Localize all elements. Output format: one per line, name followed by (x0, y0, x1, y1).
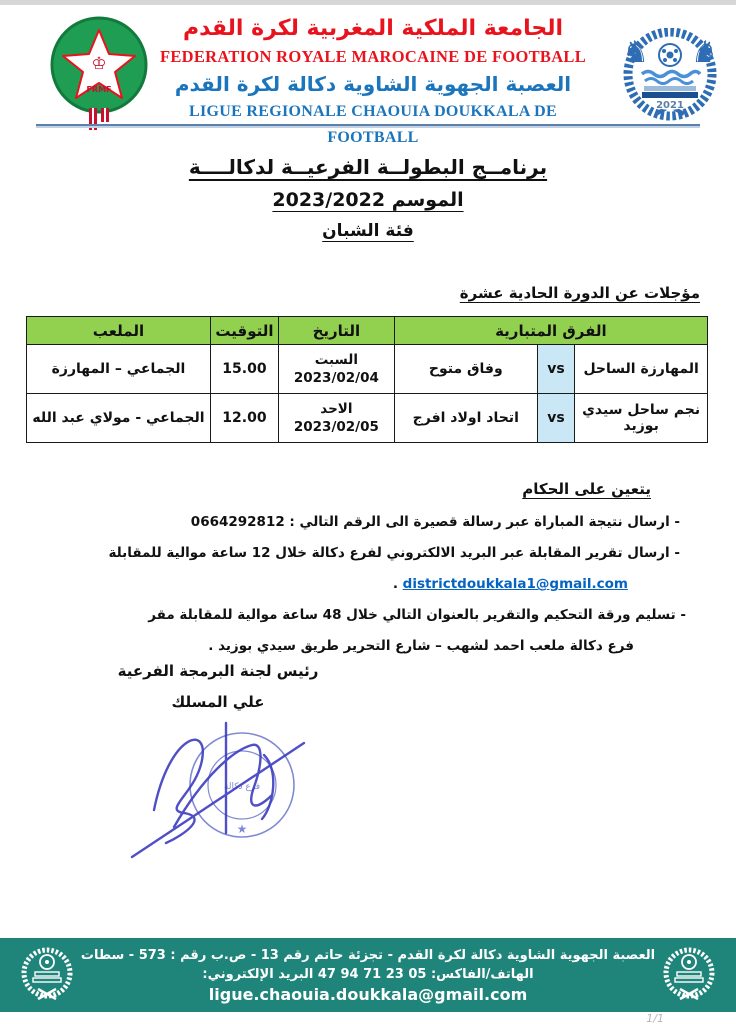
footer-phone-number: 47 94 71 23 05 (317, 967, 427, 982)
league-name-arabic: العصبة الجهوية الشاوية دكالة لكرة القدم (174, 72, 572, 96)
instruction-email-report: - ارسال تقرير المقابلة عبر البريد الالكتروني لفرع دكالة خلال 12 ساعة موالية للمقابلة (108, 545, 680, 561)
footer-contact-line (0, 965, 736, 984)
federation-name-arabic: الجامعة الملكية المغربية لكرة القدم (182, 16, 563, 41)
home-team: نجم ساحل سيدي بوزيد (575, 394, 708, 443)
match-date-value: 2023/02/04 (293, 370, 379, 386)
match-time: 12.00 (210, 394, 278, 443)
sentence-period: . (392, 576, 398, 592)
signer-title: رئيس لجنة البرمجة الفرعية (117, 662, 319, 680)
svg-text:الجامعة الملكية المغربية لكرة (45, 12, 49, 14)
match-day: الاحد (320, 401, 353, 417)
footer-crest-icon (660, 945, 718, 1009)
signature-and-stamp (108, 715, 348, 867)
footer-email-label: البريد الإلكتروني: (202, 967, 314, 982)
matches-table (26, 316, 708, 443)
match-stadium: الجماعي – المهارزة (27, 345, 211, 394)
page-top-border (0, 0, 736, 5)
home-team: المهارزة الساحل (575, 345, 708, 394)
match-date (279, 345, 395, 394)
title-championship: برنامــج البطولــة الفرعيــة لدكالــــة (188, 155, 548, 179)
match-date-value: 2023/02/05 (293, 419, 379, 435)
column-header-time: التوقيت (210, 317, 278, 345)
instruction-deliver-address: فرع دكالة ملعب احمد لشهب – شارع التحرير طريق سيدي بوزيد . (208, 638, 634, 654)
match-row (27, 345, 708, 394)
frmf-text: FRMF (86, 85, 112, 94)
title-season: الموسم 2023/2022 (272, 189, 464, 211)
frmf-crest-icon (45, 12, 153, 134)
league-emblem-icon (618, 28, 722, 128)
postponed-round-heading: مؤجلات عن الدورة الحادية عشرة (459, 284, 700, 302)
instruction-email-line (30, 574, 706, 594)
title-category: فئة الشبان (322, 221, 414, 241)
column-header-teams: الفرق المتبارية (394, 317, 707, 345)
instruction-deliver-sheet: - تسليم ورقة التحكيم والتقرير بالعنوان التالي خلال 48 ساعة موالية للمقابلة مقر (148, 607, 686, 623)
vs-cell: vs (537, 394, 574, 443)
signer-name: علي المسلك (171, 693, 265, 711)
table-header-row (27, 317, 708, 345)
document-title (0, 150, 736, 247)
footer-phone-label: الهاتف/الفاكس: (430, 967, 534, 982)
match-date (279, 394, 395, 443)
away-team: اتحاد اولاد افرج (394, 394, 537, 443)
svg-text:♞: ♞ (622, 35, 649, 70)
league-emblem-year: 2021 (656, 100, 684, 111)
footer-email-address: ligue.chaouia.doukkala@gmail.com (208, 985, 528, 1004)
svg-text:★: ★ (236, 822, 248, 836)
svg-text:♔: ♔ (91, 54, 107, 74)
svg-text:فرع دكالة: فرع دكالة (223, 782, 261, 792)
signature-scribble (132, 723, 304, 857)
instruction-sms: - ارسال نتيجة المباراة عبر رسالة قصيرة الى الرقم التالي : 0664292812 (190, 514, 680, 530)
footer-crest-icon (18, 945, 76, 1009)
referees-heading: يتعين على الحكام (522, 480, 651, 498)
league-name-french: LIGUE REGIONALE CHAOUIA DOUKKALA DE FOOTBALL (189, 103, 557, 146)
match-day: السبت (314, 352, 358, 368)
footer-address: العصبة الجهوية الشاوية دكالة لكرة القدم - تجزئة حاتم رقم 13 - ص.ب رقم : 573 - سطات (80, 948, 656, 963)
page-number: 1/1 (646, 1012, 664, 1024)
away-team: وفاق متوح (394, 345, 537, 394)
federation-name-french: FEDERATION ROYALE MAROCAINE DE FOOTBALL (159, 47, 587, 66)
signature-block (88, 660, 348, 867)
official-stamp (114, 715, 294, 837)
match-row (27, 394, 708, 443)
match-time: 15.00 (210, 345, 278, 394)
footer-band (0, 938, 736, 1012)
match-stadium: الجماعي - مولاي عبد الله (27, 394, 211, 443)
referee-instructions (30, 512, 706, 667)
svg-text:♞: ♞ (691, 35, 718, 70)
letterhead (150, 14, 596, 151)
column-header-date: التاريخ (279, 317, 395, 345)
header-divider (36, 124, 700, 128)
svg-text:العصبة الشاوية دكالة لكرة القد (114, 715, 119, 718)
district-email-link[interactable]: districtdoukkala1@gmail.com (402, 576, 628, 592)
vs-cell: vs (537, 345, 574, 394)
column-header-stadium: الملعب (27, 317, 211, 345)
